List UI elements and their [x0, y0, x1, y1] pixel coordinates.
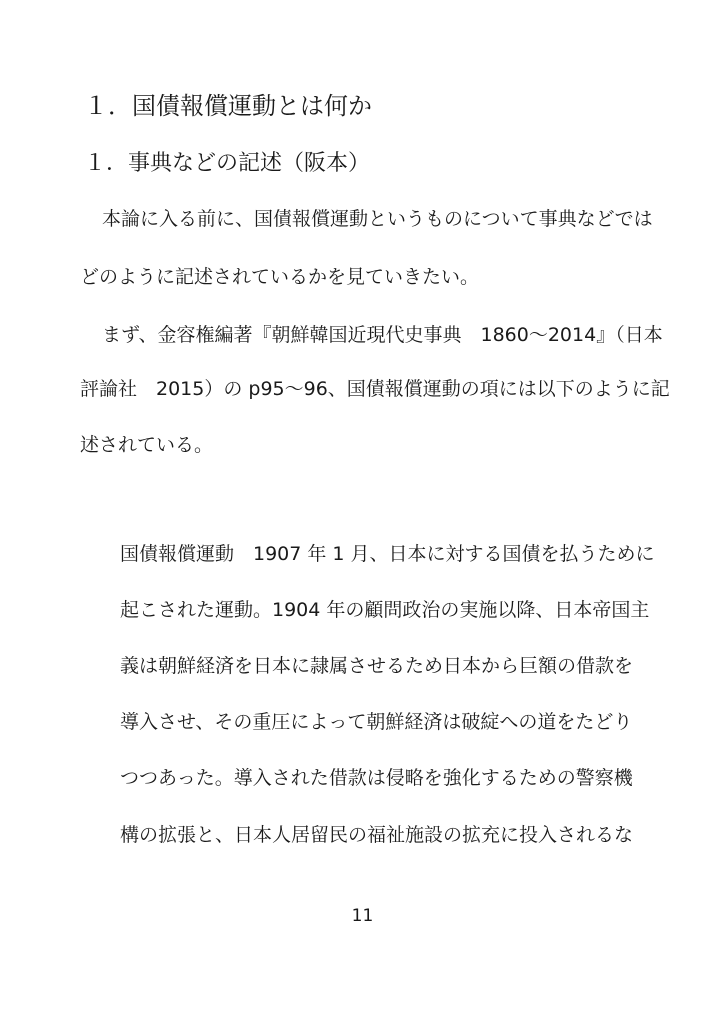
quote-line-5: つつあった。導入された借款は侵略を強化するための警察機: [120, 767, 633, 789]
quote-line-4: 導入させ、その重圧によって朝鮮経済は破綻への道をたどり: [120, 711, 633, 733]
source-line-3: 述されている。: [80, 434, 214, 456]
subsection-heading: １．事典などの記述（阪本）: [84, 151, 371, 176]
intro-line-1: 本論に入る前に、国債報償運動というものについて事典などでは: [102, 208, 653, 230]
section-heading: １．国債報償運動とは何か: [84, 92, 372, 120]
quote-line-2: 起こされた運動。1904 年の顧問政治の実施以降、日本帝国主: [120, 599, 650, 621]
source-line-1: まず、金容権編著『朝鮮韓国近現代史事典 1860～2014』（日本: [102, 324, 663, 346]
quote-line-1: 国債報償運動 1907 年 1 月、日本に対する国債を払うために: [120, 543, 655, 565]
quote-line-6: 構の拡張と、日本人居留民の福祉施設の拡充に投入されるな: [120, 824, 634, 846]
source-line-2: 評論社 2015）の p95～96、国債報償運動の項には以下のように記: [80, 378, 670, 400]
quote-line-3: 義は朝鮮経済を日本に隷属させるため日本から巨額の借款を: [120, 655, 634, 677]
intro-line-2: どのように記述されているかを見ていきたい。: [80, 266, 480, 288]
page-number: 11: [351, 906, 374, 926]
